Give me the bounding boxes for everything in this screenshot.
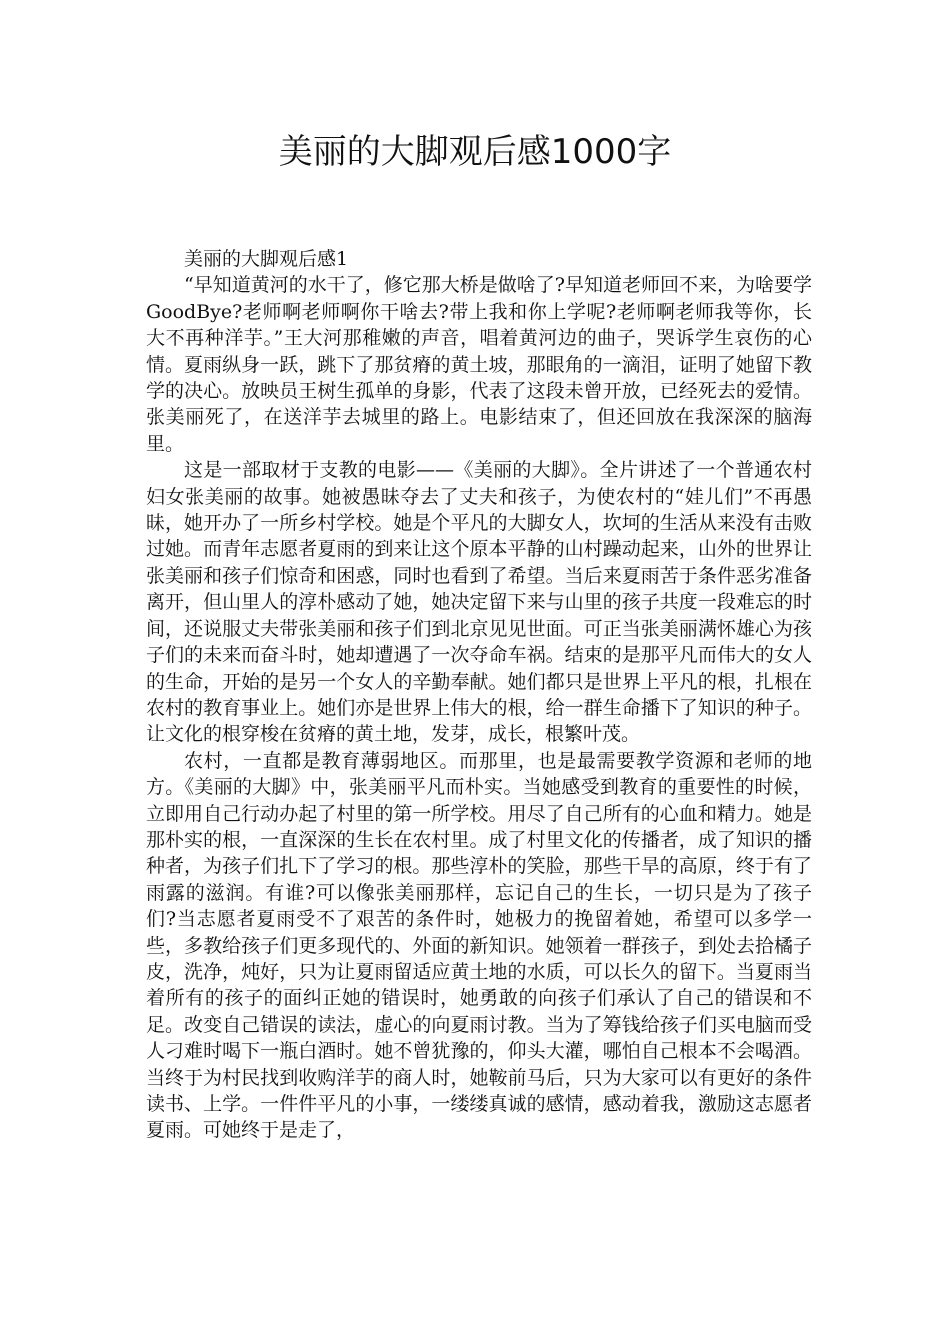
paragraph-2: 这是一部取材于支教的电影——《美丽的大脚》。全片讲述了一个普通农村妇女张美丽的故事。她被愚昧夺去了丈夫和孩子，为使农村的“娃儿们”不再愚昧，她开办了一所乡村学校。她是个平凡的大脚女人，坎坷的生活从来没有击败过她。而青年志愿者夏雨的到来让这个原本平静的山村躁动起来，山外的世界让张美丽和孩子们惊奇和困惑，同时也看到了希望。当后来夏雨苦于条件恶劣准备离开，但山里人的淳朴感动了她，她决定留下来与山里的孩子共度一段难忘的时间，还说服丈夫带张美丽和孩子们到北京见见世面。可正当张美丽满怀雄心为孩子们的未来而奋斗时，她却遭遇了一次夺命车祸。结束的是那平凡而伟大的女人的生命，开始的是另一个女人的辛勤奉献。她们都只是世界上平凡的根，扎根在农村的教育事业上。她们亦是世界上伟大的根，给一群生命播下了知识的种子。让文化的根穿梭在贫瘠的黄土地，发芽，成长，根繁叶茂。	[146, 459, 812, 746]
paragraph-3: 农村，一直都是教育薄弱地区。而那里，也是最需要教学资源和老师的地方。《美丽的大脚》中，张美丽平凡而朴实。当她感受到教育的重要性的时候，立即用自己行动办起了村里的第一所学校。用尽了自己所有的心血和精力。她是那朴实的根，一直深深的生长在农村里。成了村里文化的传播者，成了知识的播种者，为孩子们扎下了学习的根。那些淳朴的笑脸，那些干旱的高原，终于有了雨露的滋润。有谁?可以像张美丽那样，忘记自己的生长，一切只是为了孩子们?当志愿者夏雨受不了艰苦的条件时，她极力的挽留着她，希望可以多学一些，多教给孩子们更多现代的、外面的新知识。她领着一群孩子，到处去拾橘子皮，洗净，炖好，只为让夏雨留适应黄土地的水质，可以长久的留下。当夏雨当着所有的孩子的面纠正她的错误时，她勇敢的向孩子们承认了自己的错误和不足。改变自己错误的读法，虚心的向夏雨讨教。当为了筹钱给孩子们买电脑而受人刁难时喝下一瓶白酒时。她不曾犹豫的，仰头大灌，哪怕自己根本不会喝酒。当终于为村民找到收购洋芋的商人时，她鞍前马后，只为大家可以有更好的条件读书、上学。一件件平凡的小事，一缕缕真诚的感情，感动着我，激励这志愿者夏雨。可她终于是走了，	[146, 749, 812, 1142]
section-heading: 美丽的大脚观后感1	[184, 248, 349, 270]
document-body	[146, 246, 812, 1144]
page-title: 美丽的大脚观后感1000字	[278, 132, 672, 172]
paragraph-1: “早知道黄河的水干了，修它那大桥是做啥了?早知道老师回不来，为啥要学GoodBye?老师啊老师啊你干啥去?带上我和你上学呢?老师啊老师我等你，长大不再种洋芋。”王大河那稚嫩的声音，唱着黄河边的曲子，哭诉学生哀伤的心情。夏雨纵身一跃，跳下了那贫瘠的黄土坡，那眼角的一滴泪，证明了她留下教学的决心。放映员王树生孤单的身影，代表了这段未曾开放，已经死去的爱情。张美丽死了，在送洋芋去城里的路上。电影结束了，但还回放在我深深的脑海里。	[146, 274, 812, 455]
